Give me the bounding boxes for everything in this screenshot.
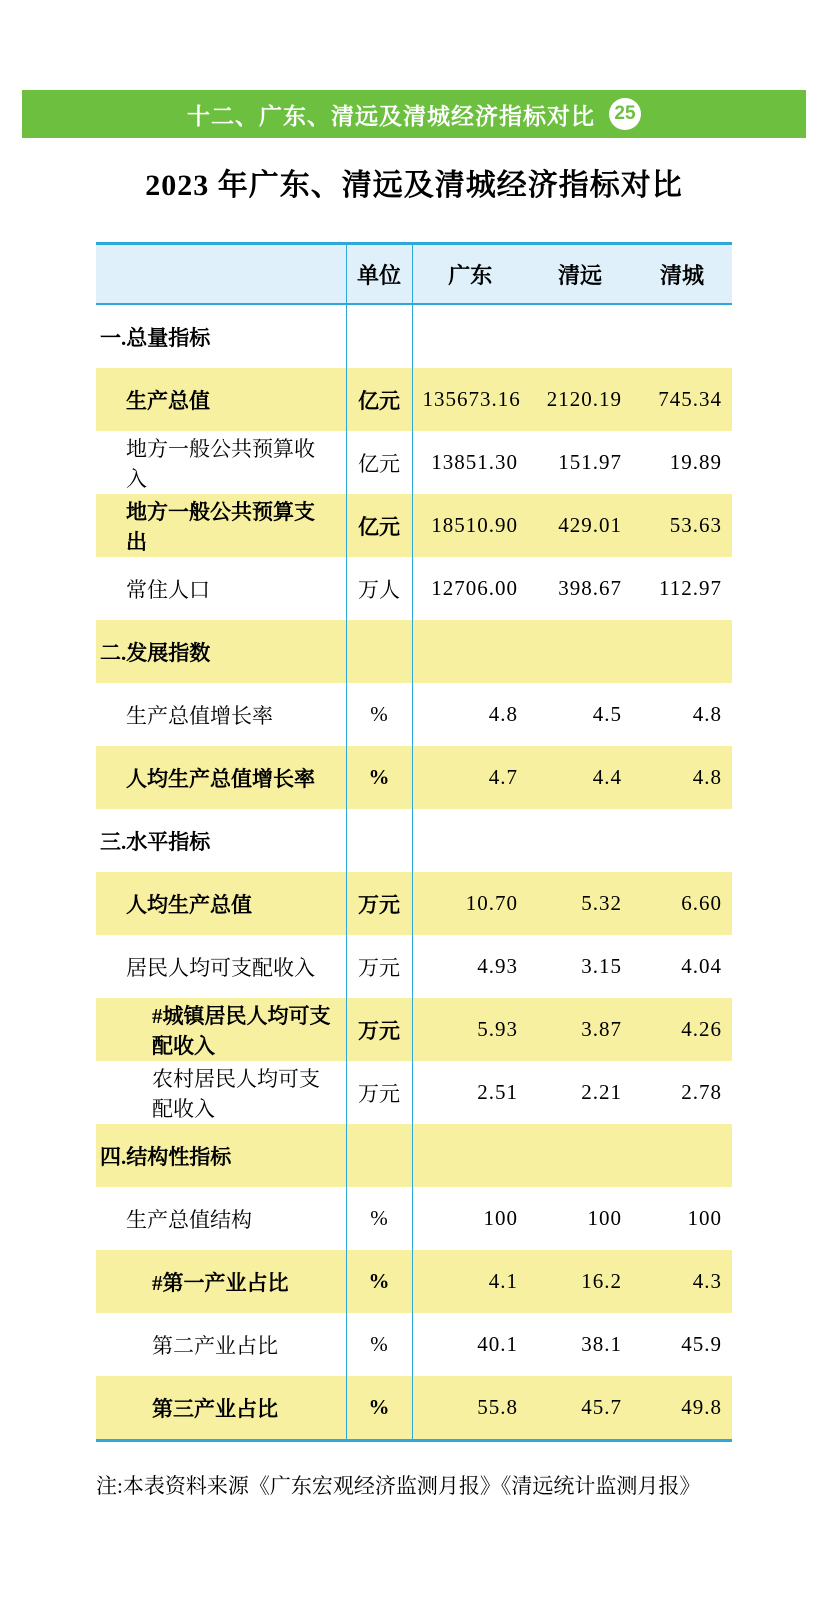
row-value-qingyuan bbox=[528, 620, 632, 683]
page-title: 2023 年广东、清远及清城经济指标对比 bbox=[145, 169, 683, 202]
table-row bbox=[96, 620, 732, 683]
row-unit: 万元 bbox=[346, 935, 412, 998]
row-value-guangdong: 5.93 bbox=[412, 998, 528, 1061]
row-unit: % bbox=[346, 1376, 412, 1441]
column-header-guangdong: 广东 bbox=[412, 244, 528, 305]
row-value-guangdong: 18510.90 bbox=[412, 494, 528, 557]
row-value-qingcheng: 4.04 bbox=[681, 954, 722, 978]
table-row bbox=[96, 368, 732, 431]
row-value-guangdong: 100 bbox=[483, 1206, 518, 1230]
comparison-table bbox=[96, 242, 732, 1442]
row-value-guangdong: 4.1 bbox=[412, 1250, 528, 1313]
row-label: 生产总值结构 bbox=[126, 1207, 252, 1232]
row-unit: 万元 bbox=[346, 872, 412, 935]
row-value-guangdong: 2.51 bbox=[477, 1080, 518, 1104]
table-row bbox=[96, 1313, 732, 1376]
row-value-guangdong: 13851.30 bbox=[431, 450, 518, 474]
row-value-guangdong: 4.8 bbox=[488, 702, 518, 726]
table-header-row bbox=[96, 244, 732, 305]
row-value-qingcheng: 4.26 bbox=[632, 998, 732, 1061]
row-value-guangdong: 40.1 bbox=[477, 1332, 518, 1356]
row-unit: % bbox=[346, 683, 412, 746]
banner-title: 十二、广东、清远及清城经济指标对比 bbox=[187, 103, 595, 129]
row-label: 第三产业占比 bbox=[96, 1376, 346, 1441]
row-unit: % bbox=[346, 1250, 412, 1313]
row-value-guangdong bbox=[412, 304, 528, 368]
column-header-qingyuan: 清远 bbox=[528, 244, 632, 305]
row-value-qingyuan: 429.01 bbox=[528, 494, 632, 557]
row-value-qingyuan: 151.97 bbox=[558, 450, 622, 474]
table-row bbox=[96, 431, 732, 494]
table-row bbox=[96, 746, 732, 809]
row-value-guangdong bbox=[412, 809, 528, 872]
row-value-qingyuan: 5.32 bbox=[528, 872, 632, 935]
row-value-qingyuan: 4.5 bbox=[592, 702, 622, 726]
row-value-qingcheng: 53.63 bbox=[632, 494, 732, 557]
table-row bbox=[96, 304, 732, 368]
row-value-qingyuan bbox=[528, 809, 632, 872]
row-label: 农村居民人均可支配收入 bbox=[152, 1066, 320, 1121]
row-value-qingyuan: 16.2 bbox=[528, 1250, 632, 1313]
row-label: 常住人口 bbox=[126, 577, 210, 602]
row-value-qingcheng bbox=[632, 1124, 732, 1187]
row-value-qingyuan bbox=[528, 304, 632, 368]
row-value-qingcheng: 4.8 bbox=[692, 702, 722, 726]
row-label: 四.结构性指标 bbox=[96, 1124, 346, 1187]
row-value-qingyuan: 45.7 bbox=[528, 1376, 632, 1441]
row-unit: 万元 bbox=[346, 1061, 412, 1124]
row-value-qingyuan: 3.15 bbox=[581, 954, 622, 978]
table-row bbox=[96, 1124, 732, 1187]
table-row bbox=[96, 809, 732, 872]
row-value-qingyuan: 3.87 bbox=[528, 998, 632, 1061]
row-value-qingcheng: 6.60 bbox=[632, 872, 732, 935]
row-label: #第一产业占比 bbox=[96, 1250, 346, 1313]
table-row bbox=[96, 935, 732, 998]
table-row bbox=[96, 1250, 732, 1313]
row-label: 人均生产总值增长率 bbox=[96, 746, 346, 809]
table-source-note: 注:本表资料来源《广东宏观经济监测月报》《清远统计监测月报》 bbox=[96, 1474, 701, 1498]
column-header-unit: 单位 bbox=[346, 244, 412, 305]
row-label: 地方一般公共预算支出 bbox=[96, 494, 346, 557]
row-label: 生产总值 bbox=[96, 368, 346, 431]
row-label: 居民人均可支配收入 bbox=[126, 955, 315, 980]
row-value-guangdong: 10.70 bbox=[412, 872, 528, 935]
row-label: #城镇居民人均可支配收入 bbox=[96, 998, 346, 1061]
table-row bbox=[96, 872, 732, 935]
row-label: 第二产业占比 bbox=[152, 1333, 278, 1358]
row-unit: 万人 bbox=[346, 557, 412, 620]
row-value-qingcheng: 112.97 bbox=[659, 576, 722, 600]
row-unit: 亿元 bbox=[346, 368, 412, 431]
column-header-indicator bbox=[96, 244, 346, 305]
row-value-guangdong: 4.7 bbox=[412, 746, 528, 809]
column-header-qingcheng: 清城 bbox=[632, 244, 732, 305]
row-value-qingyuan: 38.1 bbox=[581, 1332, 622, 1356]
row-unit: 亿元 bbox=[346, 431, 412, 494]
row-label: 地方一般公共预算收入 bbox=[126, 436, 315, 491]
row-value-guangdong: 4.93 bbox=[477, 954, 518, 978]
row-value-qingcheng: 49.8 bbox=[632, 1376, 732, 1441]
table-row bbox=[96, 683, 732, 746]
row-value-qingcheng bbox=[632, 809, 732, 872]
row-value-qingcheng: 4.8 bbox=[632, 746, 732, 809]
row-value-qingyuan: 2.21 bbox=[581, 1080, 622, 1104]
row-label: 生产总值增长率 bbox=[126, 703, 273, 728]
row-value-qingcheng bbox=[632, 620, 732, 683]
row-value-qingcheng: 45.9 bbox=[681, 1332, 722, 1356]
row-value-guangdong bbox=[412, 620, 528, 683]
table-row bbox=[96, 1187, 732, 1250]
row-unit bbox=[346, 620, 412, 683]
table-row bbox=[96, 494, 732, 557]
table-row bbox=[96, 1061, 732, 1124]
row-label: 人均生产总值 bbox=[96, 872, 346, 935]
row-unit: 亿元 bbox=[346, 494, 412, 557]
section-banner bbox=[22, 90, 806, 138]
row-unit: % bbox=[346, 746, 412, 809]
table-row bbox=[96, 998, 732, 1061]
row-value-qingcheng: 100 bbox=[687, 1206, 722, 1230]
table-body bbox=[96, 304, 732, 1441]
row-value-qingcheng: 745.34 bbox=[632, 368, 732, 431]
row-unit: % bbox=[346, 1313, 412, 1376]
table-row bbox=[96, 557, 732, 620]
page-number-badge: 25 bbox=[609, 98, 641, 130]
row-label: 二.发展指数 bbox=[96, 620, 346, 683]
row-label: 三.水平指标 bbox=[100, 829, 211, 854]
row-value-guangdong: 135673.16 bbox=[412, 368, 528, 431]
row-value-qingcheng: 2.78 bbox=[681, 1080, 722, 1104]
row-unit: 万元 bbox=[346, 998, 412, 1061]
row-value-guangdong: 12706.00 bbox=[431, 576, 518, 600]
row-value-guangdong: 55.8 bbox=[412, 1376, 528, 1441]
row-value-qingcheng: 19.89 bbox=[669, 450, 722, 474]
row-value-qingyuan: 398.67 bbox=[558, 576, 622, 600]
row-unit bbox=[346, 809, 412, 872]
row-value-guangdong bbox=[412, 1124, 528, 1187]
row-value-qingyuan: 4.4 bbox=[528, 746, 632, 809]
row-value-qingyuan bbox=[528, 1124, 632, 1187]
table-row bbox=[96, 1376, 732, 1441]
row-value-qingyuan: 100 bbox=[587, 1206, 622, 1230]
row-unit bbox=[346, 304, 412, 368]
row-value-qingcheng: 4.3 bbox=[632, 1250, 732, 1313]
row-value-qingyuan: 2120.19 bbox=[528, 368, 632, 431]
row-unit: % bbox=[346, 1187, 412, 1250]
row-value-qingcheng bbox=[632, 304, 732, 368]
row-unit bbox=[346, 1124, 412, 1187]
row-label: 一.总量指标 bbox=[100, 325, 211, 350]
